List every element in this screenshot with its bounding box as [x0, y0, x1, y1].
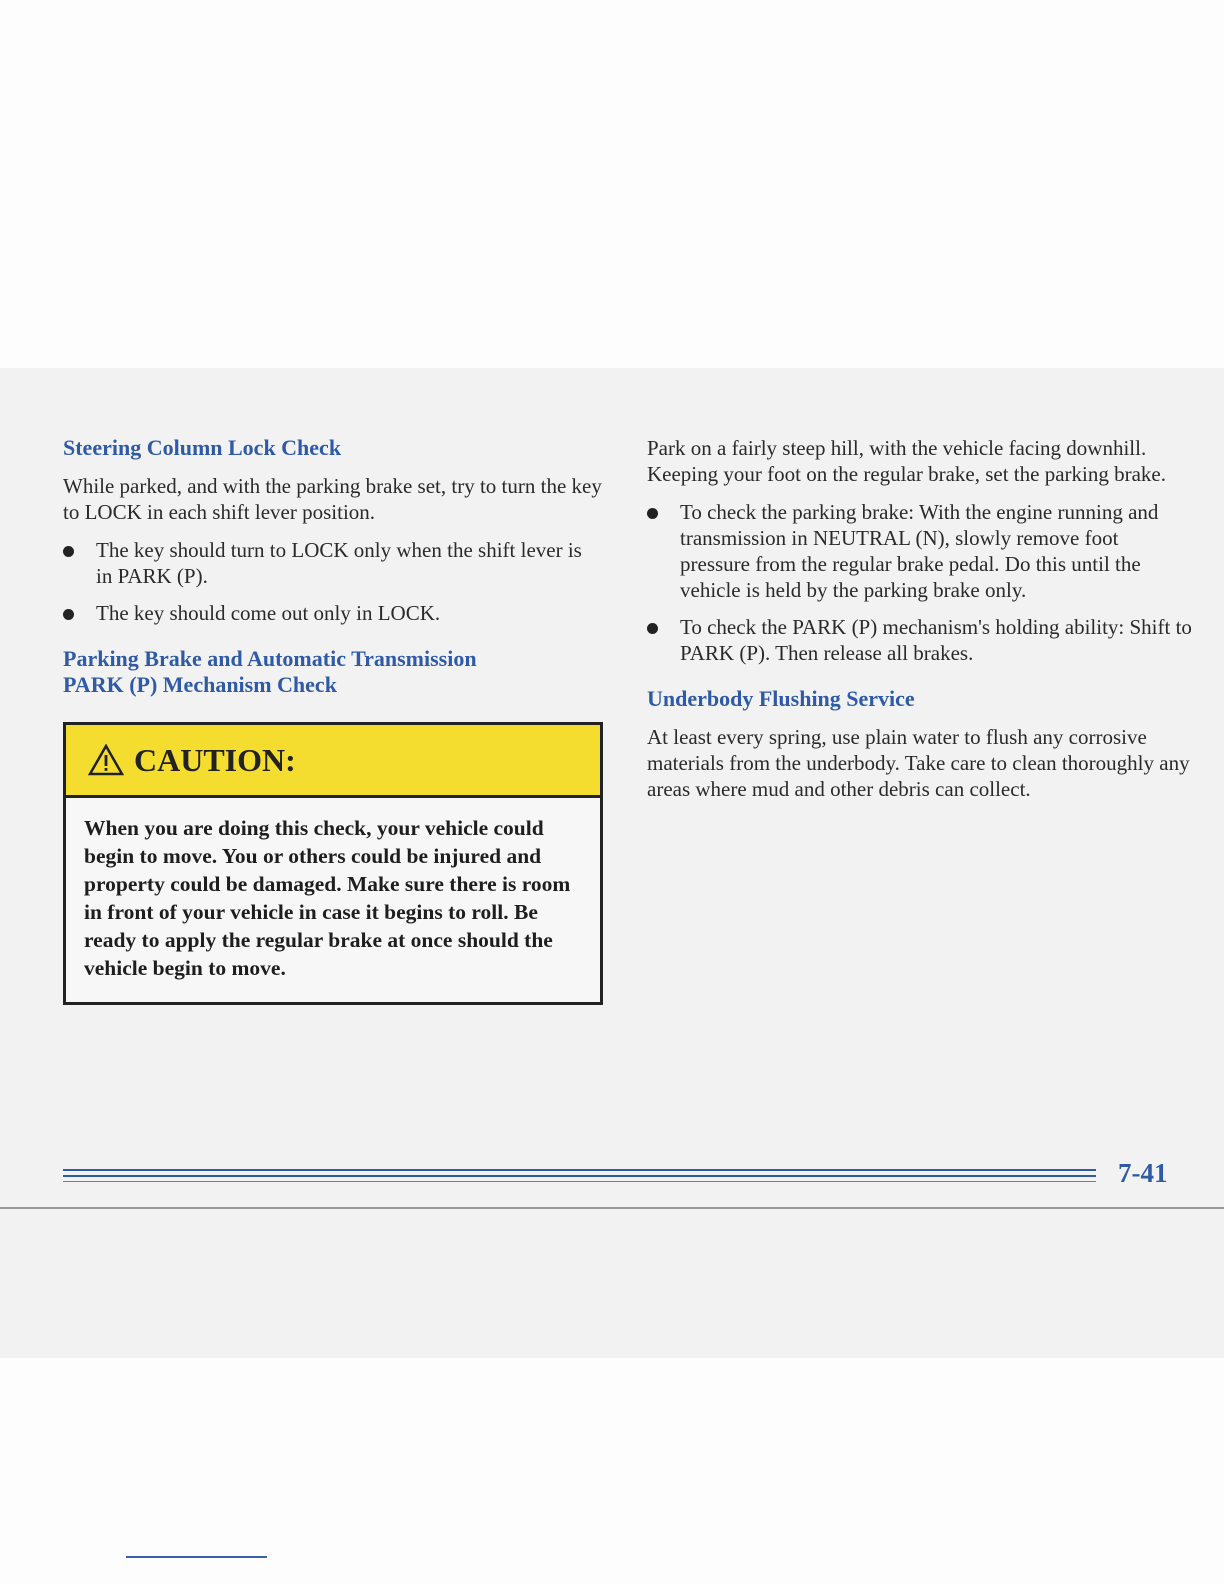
right-column [647, 435, 1192, 802]
caution-text: When you are doing this check, your vehicle could begin to move. You or others could be injured and property could be damaged. Make sure there is room in front of your vehicle in case it begins to roll. Be ready to apply the regular brake at once should the vehicle begin to move. [84, 816, 571, 980]
underbody-paragraph: At least every spring, use plain water to flush any corrosive materials from the underbody. Take care to clean thoroughly any areas where mud and other debris can collect. [647, 725, 1190, 801]
warning-triangle-icon [88, 744, 124, 776]
heading-line: PARK (P) Mechanism Check [63, 672, 337, 697]
page-edge-divider [0, 1207, 1224, 1209]
bullet-icon [647, 508, 658, 519]
page-number: 7-41 [1118, 1158, 1168, 1188]
bullet-text: The key should turn to LOCK only when the shift lever is in PARK (P). [96, 538, 582, 588]
caution-box [63, 722, 603, 1005]
footer-rule [63, 1175, 1096, 1177]
list-item [647, 499, 1192, 603]
steering-lock-bullets [63, 537, 603, 626]
bullet-text: To check the parking brake: With the engine running and transmission in NEUTRAL (N), slowly remove foot pressure from the regular brake pedal. Do this until the vehicle is held by the parking brake only. [680, 500, 1159, 602]
parking-check-bullets [647, 499, 1192, 666]
section-heading-underbody: Underbody Flushing Service [647, 686, 915, 711]
bottom-accent-line [126, 1556, 267, 1558]
caution-header [66, 725, 600, 798]
section-heading-park-mechanism [63, 646, 603, 698]
bullet-text: To check the PARK (P) mechanism's holding ability: Shift to PARK (P). Then release all brakes. [680, 615, 1192, 665]
bullet-icon [63, 609, 74, 620]
heading-line: Parking Brake and Automatic Transmission [63, 646, 477, 671]
footer-rule [63, 1181, 1096, 1182]
bullet-icon [63, 546, 74, 557]
caution-title: CAUTION: [134, 741, 296, 778]
left-column [63, 435, 603, 1005]
section-heading-steering-lock: Steering Column Lock Check [63, 435, 342, 460]
footer-rule [63, 1169, 1096, 1171]
list-item [63, 600, 603, 626]
list-item [63, 537, 603, 589]
bullet-text: The key should come out only in LOCK. [96, 601, 441, 625]
bullet-icon [647, 623, 658, 634]
park-hill-paragraph: Park on a fairly steep hill, with the vehicle facing downhill. Keeping your foot on the regular brake, set the parking brake. [647, 436, 1166, 486]
list-item [647, 614, 1192, 666]
steering-lock-paragraph: While parked, and with the parking brake set, try to turn the key to LOCK in each shift lever position. [63, 474, 602, 524]
